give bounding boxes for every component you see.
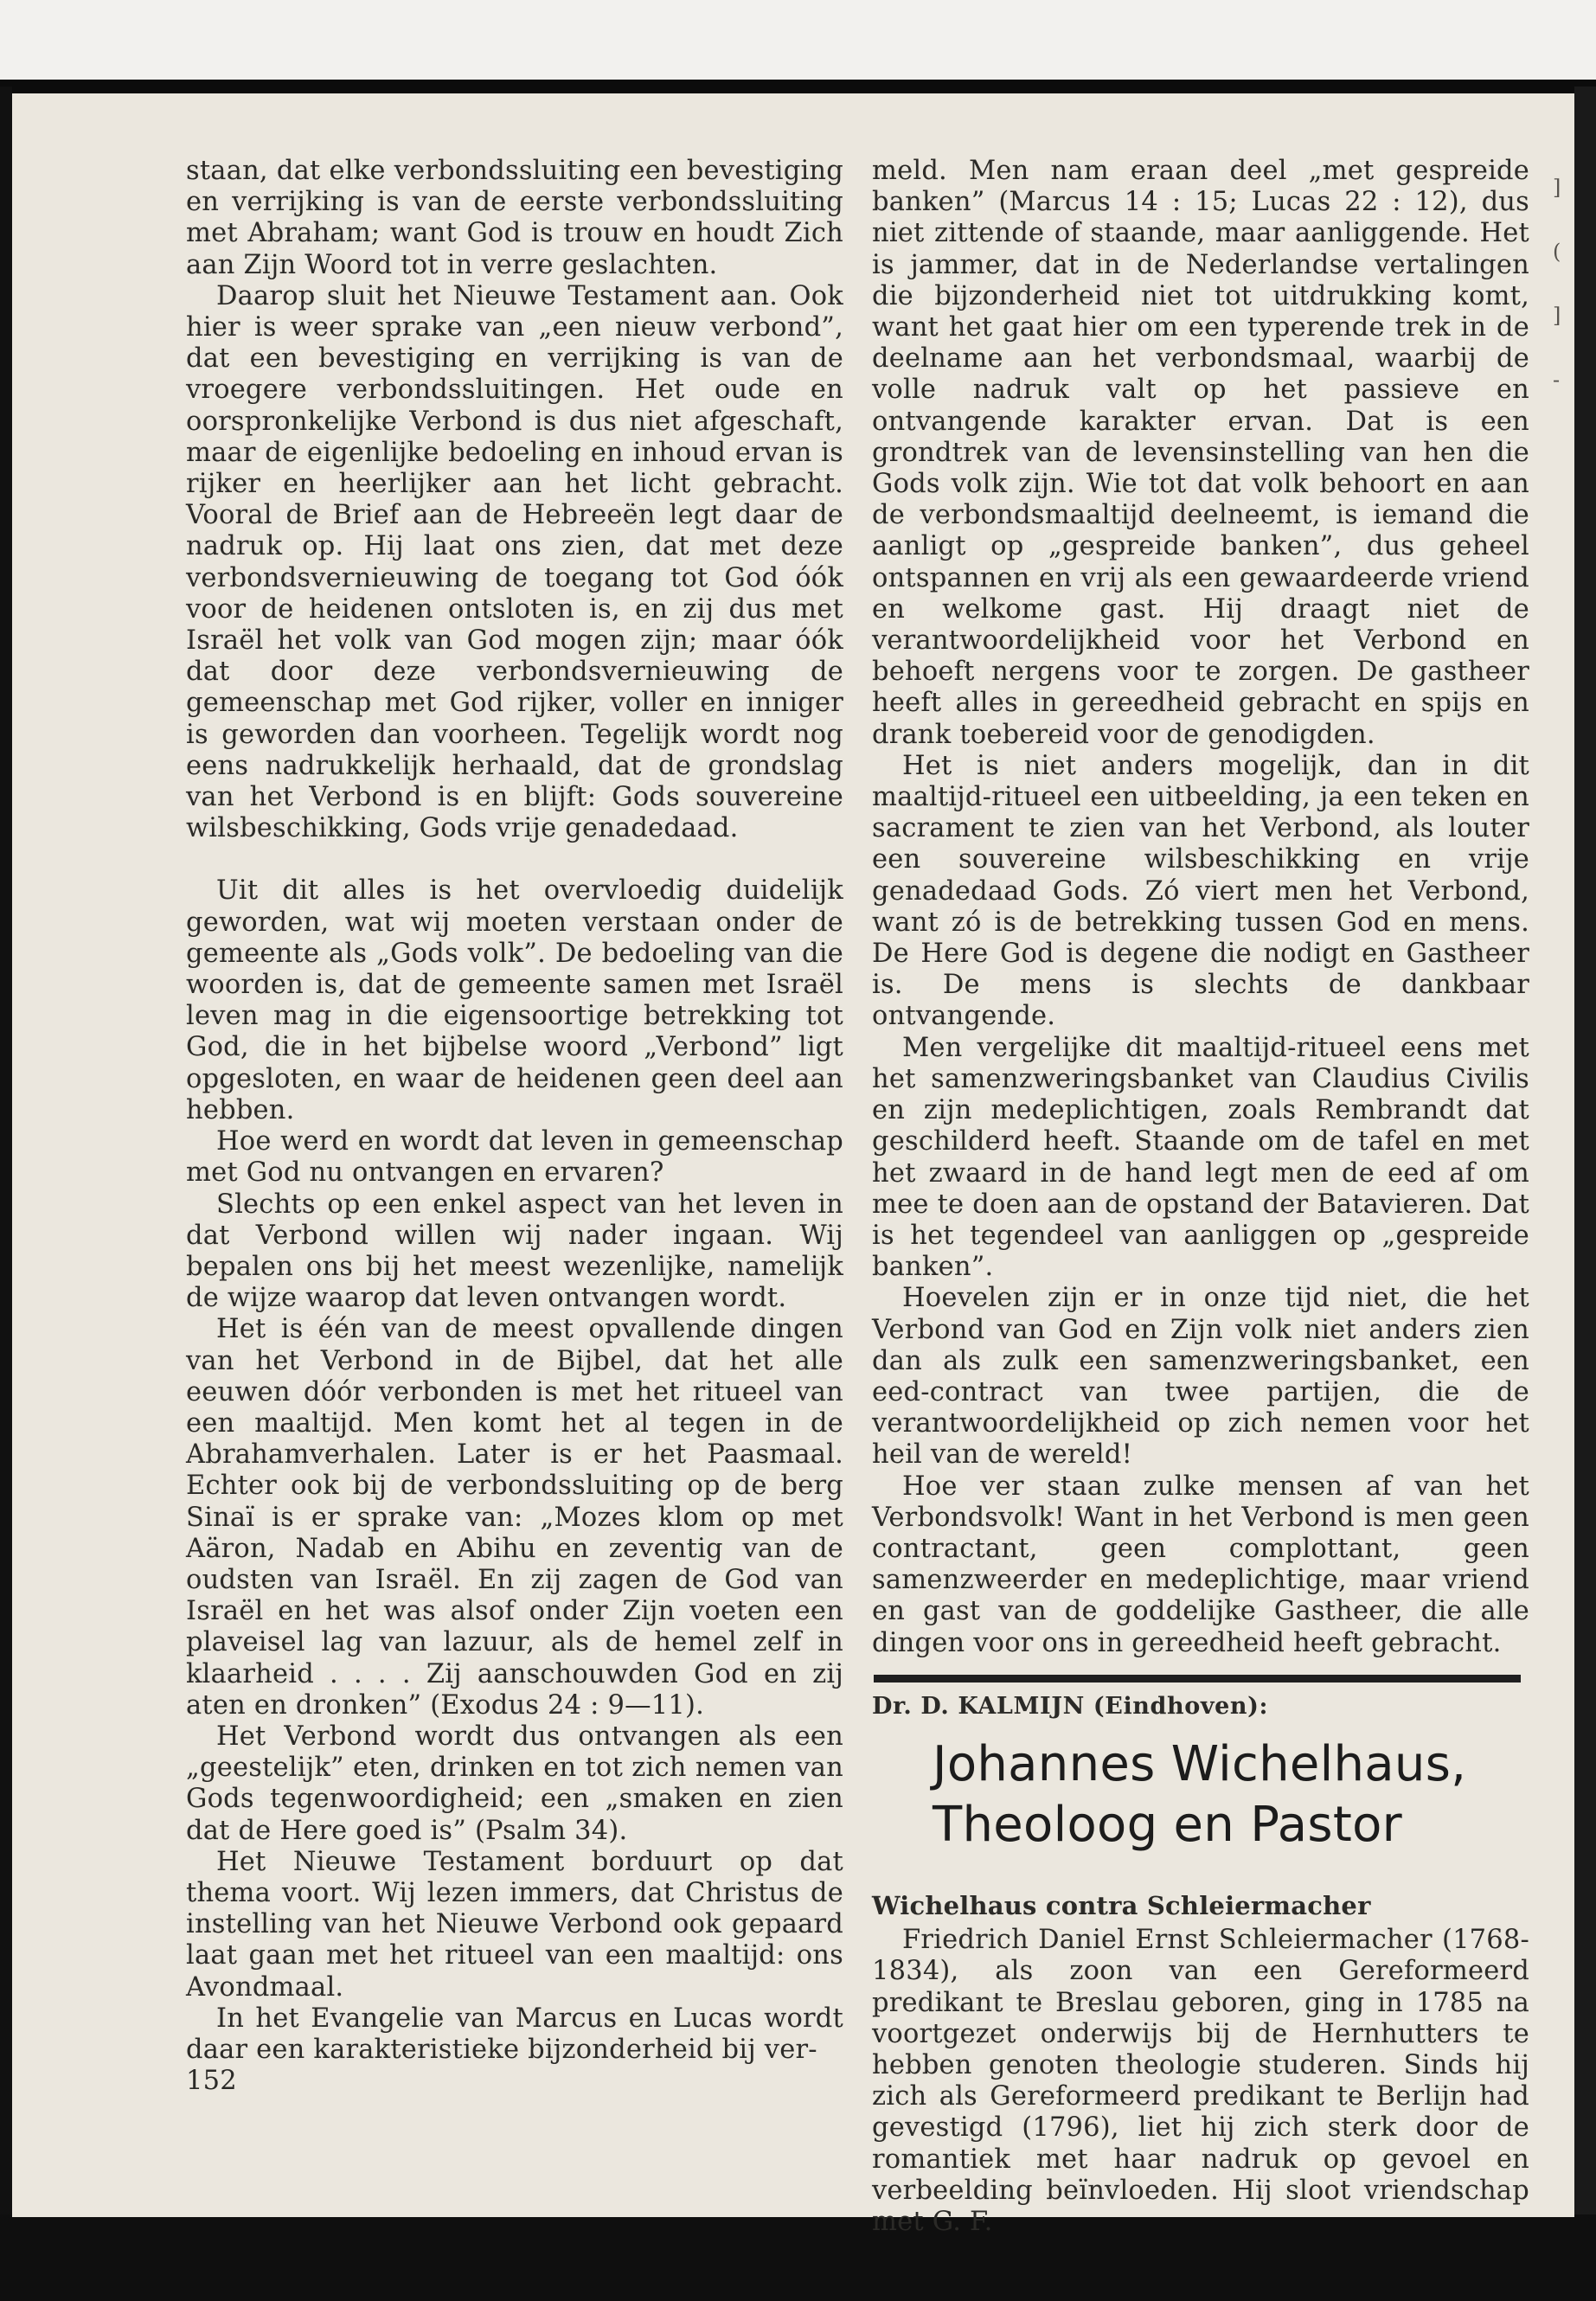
bleed-fragment: ( — [1553, 240, 1561, 264]
bleed-fragment: ] — [1553, 176, 1561, 200]
paragraph: In het Evangelie van Marcus en Lucas wordt daar een karakteristieke bijzonderheid bij ver- — [186, 2003, 843, 2065]
bleed-fragment: ] — [1553, 304, 1561, 328]
paragraph: Hoe werd en wordt dat leven in gemeenschap met God nu ontvangen en ervaren? — [186, 1126, 843, 1189]
paragraph: Daarop sluit het Nieuwe Testament aan. Ook hier is weer sprake van „een nieuw verbond”, dat een bevestiging en verrijking is van de vroegere verbondssluitingen. Het oude en oorspronkelijke Verbond is dus niet afgeschaft, maar de eigenlijke bedoeling en inhoud ervan is rijker en heerlijker aan het licht gebracht. Vooral de Brief aan de Hebreeën legt daar de nadruk op. Hij laat ons zien, dat met deze verbondsvernieuwing de toegang tot God óók voor de heidenen ontsloten is, en zij dus met Israël het volk van God mogen zijn; maar óók dat door deze verbondsvernieuwing de gemeenschap met God rijker, voller en inniger is geworden dan voorheen. Tegelijk wordt nog eens nadrukkelijk herhaald, dat de grondslag van het Verbond is en blijft: Gods souvereine wilsbeschikking, Gods vrije genadedaad. — [186, 280, 843, 844]
next-page-bleed — [1553, 156, 1574, 1194]
paragraph: Het Nieuwe Testament borduurt op dat thema voort. Wij lezen immers, dat Christus de instelling van het Nieuwe Verbond ook gepaard laat gaan met het ritueel van een maaltijd: ons Avondmaal. — [186, 1846, 843, 2003]
paragraph: staan, dat elke verbondssluiting een bevestiging en verrijking is van de eerste verbondssluiting met Abraham; want God is trouw en houdt Zich aan Zijn Woord tot in verre geslachten. — [186, 156, 843, 280]
title-line: Theoloog en Pastor — [933, 1796, 1402, 1853]
right-column — [872, 156, 1529, 2238]
bleed-fragment: - — [1553, 368, 1561, 392]
page-number: 152 — [186, 2066, 237, 2097]
left-column — [186, 156, 843, 2097]
section-divider — [874, 1675, 1521, 1682]
paragraph: Het is één van de meest opvallende dingen van het Verbond in de Bijbel, dat het alle eeuwen dóór verbonden is met het ritueel van een maaltijd. Men komt het al tegen in de Abrahamverhalen. Later is er het Paasmaal. Echter ook bij de verbondssluiting op de berg Sinaï is er sprake van: „Mozes klom op met Aäron, Nadab en Abihu en zeventig van de oudsten van Israël. En zij zagen de God van Israël en het was alsof onder Zijn voeten een plaveisel lag van lazuur, als de hemel zelf in klaarheid . . . . Zij aanschouwden God en zij aten en dronken” (Exodus 24 : 9—11). — [186, 1314, 843, 1721]
scan-right-edge — [1574, 87, 1596, 2240]
article-author: Dr. D. KALMIJN (Eindhoven): — [872, 1692, 1269, 1720]
paragraph: Het is niet anders mogelijk, dan in dit maaltijd-ritueel een uitbeelding, ja een teken en sacrament te zien van het Verbond, als louter een souvereine wilsbeschikking en vrije genadedaad Gods. Zó viert men het Verbond, want zó is de betrekking tussen God en mens. De Here God is degene die nodigt en Gastheer is. De mens is slechts de dankbaar ontvangende. — [872, 750, 1529, 1032]
article-title — [933, 1734, 1529, 1856]
paragraph: Hoe ver staan zulke mensen af van het Verbondsvolk! Want in het Verbond is men geen contractant, geen complottant, geen samenzweerder en medeplichtige, maar vriend en gast van de goddelijke Gastheer, die alle dingen voor ons in gereedheid heeft gebracht. — [872, 1471, 1529, 1658]
paragraph: Hoevelen zijn er in onze tijd niet, die het Verbond van God en Zijn volk niet anders zien dan als zulk een samenzweringsbanket, een eed-contract van twee partijen, die de verantwoordelijkheid op zich nemen voor het heil van de wereld! — [872, 1283, 1529, 1471]
paragraph: Slechts op een enkel aspect van het leven in dat Verbond willen wij nader ingaan. Wij bepalen ons bij het meest wezenlijke, namelijk de wijze waarop dat leven ontvangen wordt. — [186, 1189, 843, 1314]
article-subheading: Wichelhaus contra Schleiermacher — [872, 1890, 1371, 1920]
title-line: Johannes Wichelhaus, — [933, 1735, 1467, 1792]
scan-left-edge — [0, 87, 12, 2240]
paragraph: Uit dit alles is het overvloedig duidelijk geworden, wat wij moeten verstaan onder de gemeente als „Gods volk”. De bedoeling van die woorden is, dat de gemeente samen met Israël leven mag in die eigensoortige betrekking tot God, die in het bijbelse woord „Verbond” ligt opgesloten, en waar de heidenen geen deel aan hebben. — [186, 875, 843, 1125]
scan-top-margin — [0, 0, 1596, 87]
paragraph: Friedrich Daniel Ernst Schleiermacher (1768-1834), als zoon van een Gereformeerd predikant te Breslau geboren, ging in 1785 na voortgezet onderwijs bij de Hernhutters te hebben genoten theologie studeren. Sinds hij zich als Gereformeerd predikant te Berlijn had gevestigd (1796), liet hij zich sterk door de romantiek met haar nadruk op gevoel en verbeelding beïnvloeden. Hij sloot vriendschap met G. F. — [872, 1925, 1529, 2237]
paragraph: meld. Men nam eraan deel „met gespreide banken” (Marcus 14 : 15; Lucas 22 : 12), dus niet zittende of staande, maar aanliggende. Het is jammer, dat in de Nederlandse vertalingen die bijzonderheid niet tot uitdrukking komt, want het gaat hier om een typerende trek in de deelname aan het verbondsmaal, waarbij de volle nadruk valt op het passieve en ontvangende karakter ervan. Dat is een grondtrek van de levensinstelling van hen die Gods volk zijn. Wie tot dat volk behoort en aan de verbondsmaaltijd deelneemt, is iemand die aanligt op „gespreide banken”, dus geheel ontspannen en vrij als een gewaardeerde vriend en welkome gast. Hij draagt niet de verantwoordelijkheid voor het Verbond en behoeft nergens voor te zorgen. De gastheer heeft alles in gereedheid gebracht en spijs en drank toebereid voor de genodigden. — [872, 156, 1529, 750]
paragraph: Men vergelijke dit maaltijd-ritueel eens met het samenzweringsbanket van Claudius Civilis en zijn medeplichtigen, zoals Rembrandt dat geschilderd heeft. Staande om de tafel en met het zwaard in de hand legt men de eed af om mee te doen aan de opstand der Batavieren. Dat is het tegendeel van aanliggen op „gespreide banken”. — [872, 1032, 1529, 1283]
paragraph: Het Verbond wordt dus ontvangen als een „geestelijk” eten, drinken en tot zich nemen van Gods tegenwoordigheid; een „smaken en zien dat de Here goed is” (Psalm 34). — [186, 1721, 843, 1846]
